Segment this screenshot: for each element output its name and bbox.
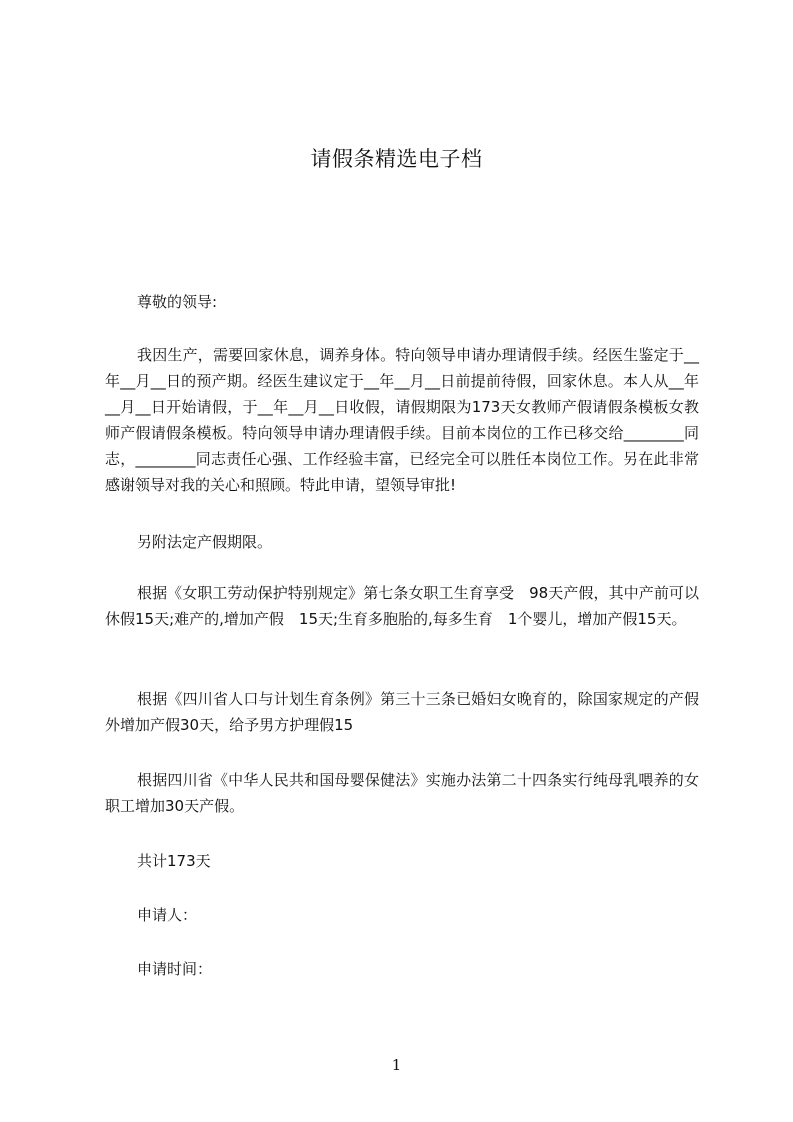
paragraph-attachment-note: 另附法定产假期限。	[137, 533, 273, 551]
paragraph-request-body: 我因生产，需要回家休息，调养身体。特向领导申请办理请假手续。经医生鉴定于__年__月__日的预产期。经医生建议定于__年__月__日前提前待假，回家休息。本人从__年__月__日开始请假，于__年__月__日收假，请假期限为173天女教师产假请假条模板女教师产假请假条模板。特向领导申请办理请假手续。目前本岗位的工作已移交给________同志，________同志责任心强、工作经验丰富，已经完全可以胜任本岗位工作。另在此非常感谢领导对我的关心和照顾。特此申请，望领导审批!	[105, 346, 699, 494]
application-date-label: 申请时间：	[137, 960, 213, 978]
paragraph-breastfeeding-regulation: 根据四川省《中华人民共和国母婴保健法》实施办法第二十四条实行纯母乳喂养的女职工增加30天产假。	[105, 771, 699, 815]
paragraph-national-regulation: 根据《女职工劳动保护特别规定》第七条女职工生育享受 98天产假，其中产前可以休假15天;难产的,增加产假 15天;生育多胞胎的,每多生育 1个婴儿，增加产假15天。	[105, 584, 699, 628]
paragraph-sichuan-regulation: 根据《四川省人口与计划生育条例》第三十三条已婚妇女晚育的，除国家规定的产假外增加产假30天，给予男方护理假15	[105, 690, 699, 734]
page-number: 1	[391, 1056, 402, 1074]
paragraph-total-days: 共计173天	[137, 852, 211, 870]
document-title: 请假条精选电子档	[310, 147, 483, 171]
salutation: 尊敬的领导:	[137, 293, 218, 311]
applicant-label: 申请人：	[137, 906, 198, 924]
